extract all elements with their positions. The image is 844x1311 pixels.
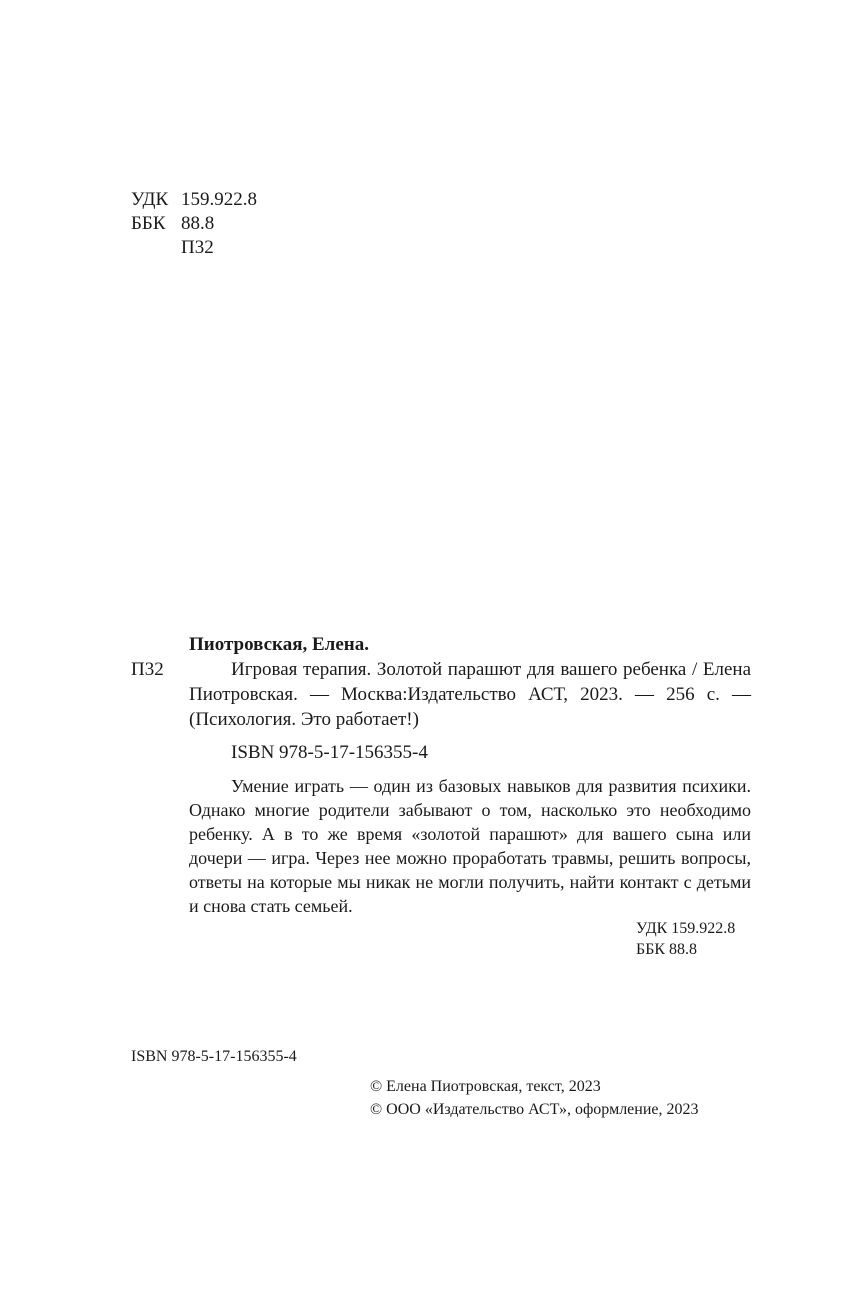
card-entry <box>131 657 751 732</box>
bbk-row <box>131 212 257 236</box>
copyright-design: © ООО «Издательство АСТ», оформление, 2023 <box>370 1101 699 1118</box>
udk-value: 159.922.8 <box>181 189 257 210</box>
author-mark-row <box>131 236 257 260</box>
card-udk: УДК 159.922.8 <box>636 920 736 937</box>
card-bbk: ББК 88.8 <box>636 941 698 958</box>
card-author-mark: П32 <box>131 659 164 680</box>
bbk-label: ББК <box>131 213 166 234</box>
copyright-block <box>370 1075 699 1121</box>
card-isbn: ISBN 978-5-17-156355-4 <box>231 742 428 763</box>
card-description: Игровая терапия. Золотой парашют для вашего ребенка / Елена Пиотровская. — Москва:Издательство АСТ, 2023. — 256 с. — (Психология. Это работает!) <box>189 659 751 730</box>
udk-row <box>131 188 257 212</box>
catalog-card <box>131 632 751 960</box>
udk-label: УДК <box>131 189 169 210</box>
bbk-value: 88.8 <box>181 213 215 234</box>
card-annotation: Умение играть — один из базовых навыков для развития психики. Однако многие родители забывают о том, насколько это необходимо ребенку. А в то же время «золотой парашют» для вашего сына или дочери — игра. Через нее можно проработать травмы, решить вопросы, ответы на которые мы никак не могли получить, найти контакт с детьми и снова стать семьей. <box>189 776 751 916</box>
copyright-text: © Елена Пиотровская, текст, 2023 <box>370 1078 601 1095</box>
card-author: Пиотровская, Елена. <box>189 634 369 655</box>
bottom-isbn: ISBN 978-5-17-156355-4 <box>131 1048 297 1065</box>
classification-block <box>131 188 257 260</box>
author-mark: П32 <box>181 237 214 258</box>
